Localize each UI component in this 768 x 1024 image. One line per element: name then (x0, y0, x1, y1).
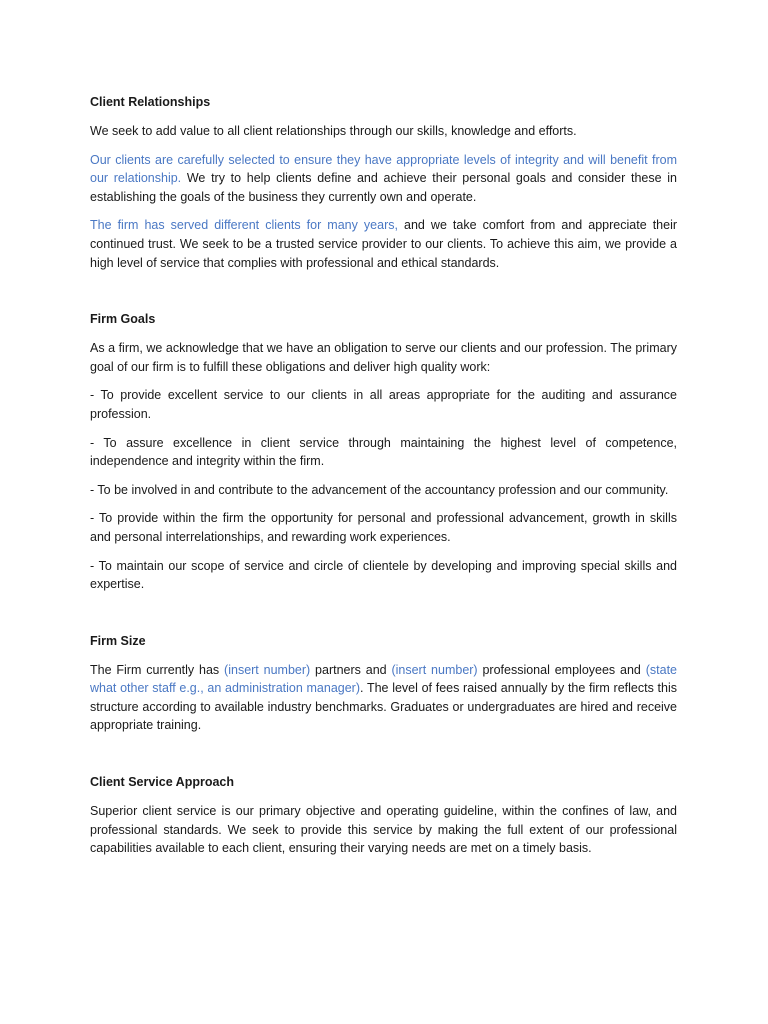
paragraph (90, 661, 677, 735)
highlighted-text-run: Our clients are carefully selected to ensure they have appropriate levels of integrity and will benefit from our relationship. (90, 152, 677, 186)
goal-list-item (90, 434, 677, 471)
text-run: - To be involved in and contribute to the advancement of the accountancy profession and our community. (90, 482, 669, 497)
paragraph (90, 216, 677, 272)
placeholder-text: (insert number) (224, 662, 311, 677)
goal-list-item (90, 481, 677, 500)
text-run: Superior client service is our primary objective and operating guideline, within the confines of law, and professional standards. We seek to provide this service by making the full extent of our professional capabilities available to each client, ensuring their varying needs are met on a timely basis. (90, 804, 677, 856)
section-heading: Client Service Approach (90, 775, 235, 790)
goal-list-item (90, 509, 677, 546)
section-heading: Firm Goals (90, 312, 156, 327)
section-client-service-approach (90, 773, 677, 858)
text-run: partners and (310, 662, 392, 677)
section-heading: Firm Size (90, 633, 146, 648)
paragraph (90, 122, 677, 141)
goal-list-item (90, 386, 677, 423)
text-run: - To provide excellent service to our clients in all areas appropriate for the auditing and assurance profession. (90, 388, 677, 421)
placeholder-text: (insert number) (391, 662, 478, 677)
section-client-relationships (90, 93, 677, 272)
text-run: professional employees and (477, 662, 646, 677)
text-run: - To provide within the firm the opportunity for personal and professional advancement, growth in skills and personal interrelationships, and rewarding work experiences. (90, 511, 677, 544)
paragraph (90, 151, 677, 207)
goal-list-item (90, 557, 677, 594)
paragraph (90, 339, 677, 376)
section-firm-size (90, 632, 677, 735)
paragraph (90, 802, 677, 858)
text-run: The Firm currently has (90, 662, 225, 677)
section-firm-goals (90, 310, 677, 594)
text-run: and we take comfort from and appreciate their continued trust. We seek to be a trusted service provider to our clients. To achieve this aim, we provide a high level of service that complies with professional and ethical standards. (90, 218, 678, 270)
highlighted-text-run: The firm has served different clients for many years, (90, 218, 398, 233)
text-run: As a firm, we acknowledge that we have an obligation to serve our clients and our profession. The primary goal of our firm is to fulfill these obligations and deliver high quality work: (90, 341, 677, 374)
placeholder-text: (state what other staff e.g., an administration manager) (90, 662, 678, 696)
section-heading: Client Relationships (90, 95, 211, 109)
text-run: We seek to add value to all client relationships through our skills, knowledge and efforts. (90, 124, 577, 138)
text-run: - To assure excellence in client service through maintaining the highest level of competence, independence and integrity within the firm. (90, 435, 677, 469)
text-run: . The level of fees raised annually by the firm reflects this structure according to available industry benchmarks. Graduates or undergraduates are hired and receive appropriate training. (90, 681, 677, 733)
text-run: We try to help clients define and achieve their personal goals and consider these in establishing the goals of the business they currently own and operate. (90, 171, 677, 204)
text-run: - To maintain our scope of service and circle of clientele by developing and improving special skills and expertise. (90, 558, 677, 592)
